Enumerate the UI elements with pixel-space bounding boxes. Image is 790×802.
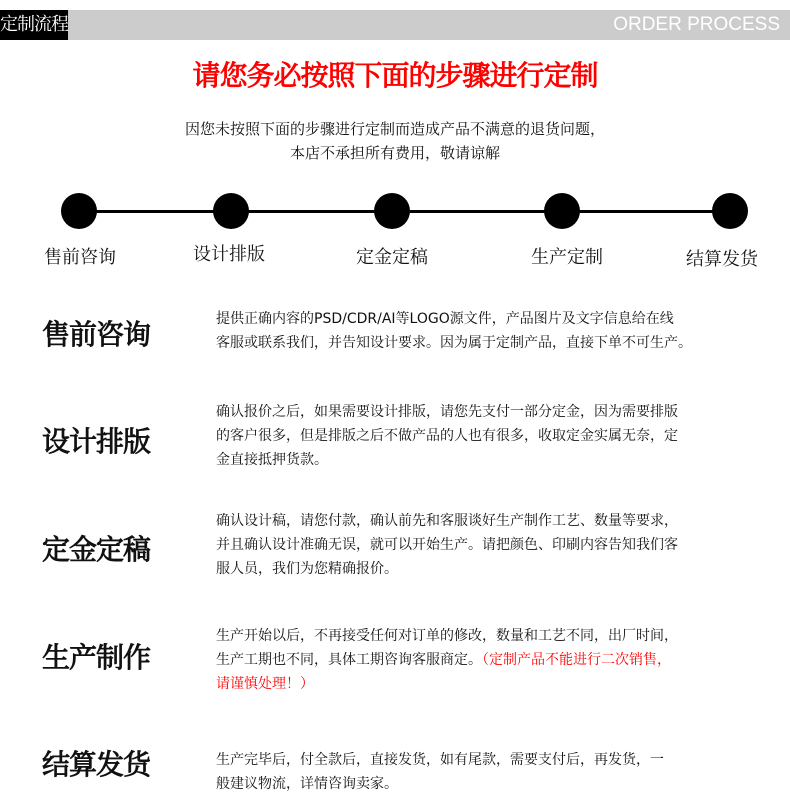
header-tag: 定制流程 [0,10,68,40]
timeline-dot [544,193,580,229]
step-label: 生产定制 [531,247,603,268]
section-header-bar [0,10,790,40]
header-english: ORDER PROCESS [613,14,780,35]
step-label: 售前咨询 [44,247,116,268]
timeline-dot [712,193,748,229]
warning-text: 请谨慎处理！） [216,676,314,692]
section-heading: 设计排版 [42,425,151,458]
text-line: 并且确认设计准确无误，就可以开始生产。请把颜色、印刷内容告知我们客 [216,537,678,553]
text-line: 的客户很多，但是排版之后不做产品的人也有很多，收取定金实属无奈，定 [216,428,678,444]
page-title: 请您务必按照下面的步骤进行定制 [192,59,598,92]
text-line: 确认设计稿，请您付款，确认前先和客服谈好生产制作工艺、数量等要求， [216,513,678,529]
text-line: 确认报价之后，如果需要设计排版，请您先支付一部分定金，因为需要排版 [216,404,678,420]
section-text [216,307,756,355]
notice-line: 本店不承担所有费用，敬请谅解 [289,144,500,162]
step-label: 结算发货 [686,249,758,270]
text-line: 金直接抵押货款。 [216,452,328,468]
text-line: 生产开始以后，不再接受任何对订单的修改，数量和工艺不同，出厂时间， [216,628,678,644]
text-line: 服人员，我们为您精确报价。 [216,561,398,577]
text-line: 客服或联系我们，并告知设计要求。因为属于定制产品，直接下单不可生产。 [216,335,692,351]
section-text [216,509,756,581]
section-text [216,748,756,796]
timeline-dot [374,193,410,229]
section-text [216,400,756,472]
timeline-dot [213,193,249,229]
text-line: 提供正确内容的PSD/CDR/AI等LOGO源文件，产品图片及文字信息给在线 [216,311,674,327]
text-line: 般建议物流，详情咨询卖家。 [216,776,398,792]
section-heading: 生产制作 [42,641,151,674]
notice-line: 因您未按照下面的步骤进行定制而造成产品不满意的退货问题， [184,120,605,138]
text-line: 生产完毕后，付全款后，直接发货，如有尾款，需要支付后，再发货，一 [216,752,664,768]
section-heading: 售前咨询 [42,318,151,351]
section-heading: 定金定稿 [42,533,151,566]
section-text [216,624,756,696]
section-heading: 结算发货 [42,748,151,781]
text-line: 生产工期也不同，具体工期咨询客服商定。 [216,652,482,668]
step-label: 定金定稿 [356,247,428,268]
timeline-dot [61,193,97,229]
step-label: 设计排版 [193,244,265,265]
warning-text: （定制产品不能进行二次销售， [482,652,671,668]
